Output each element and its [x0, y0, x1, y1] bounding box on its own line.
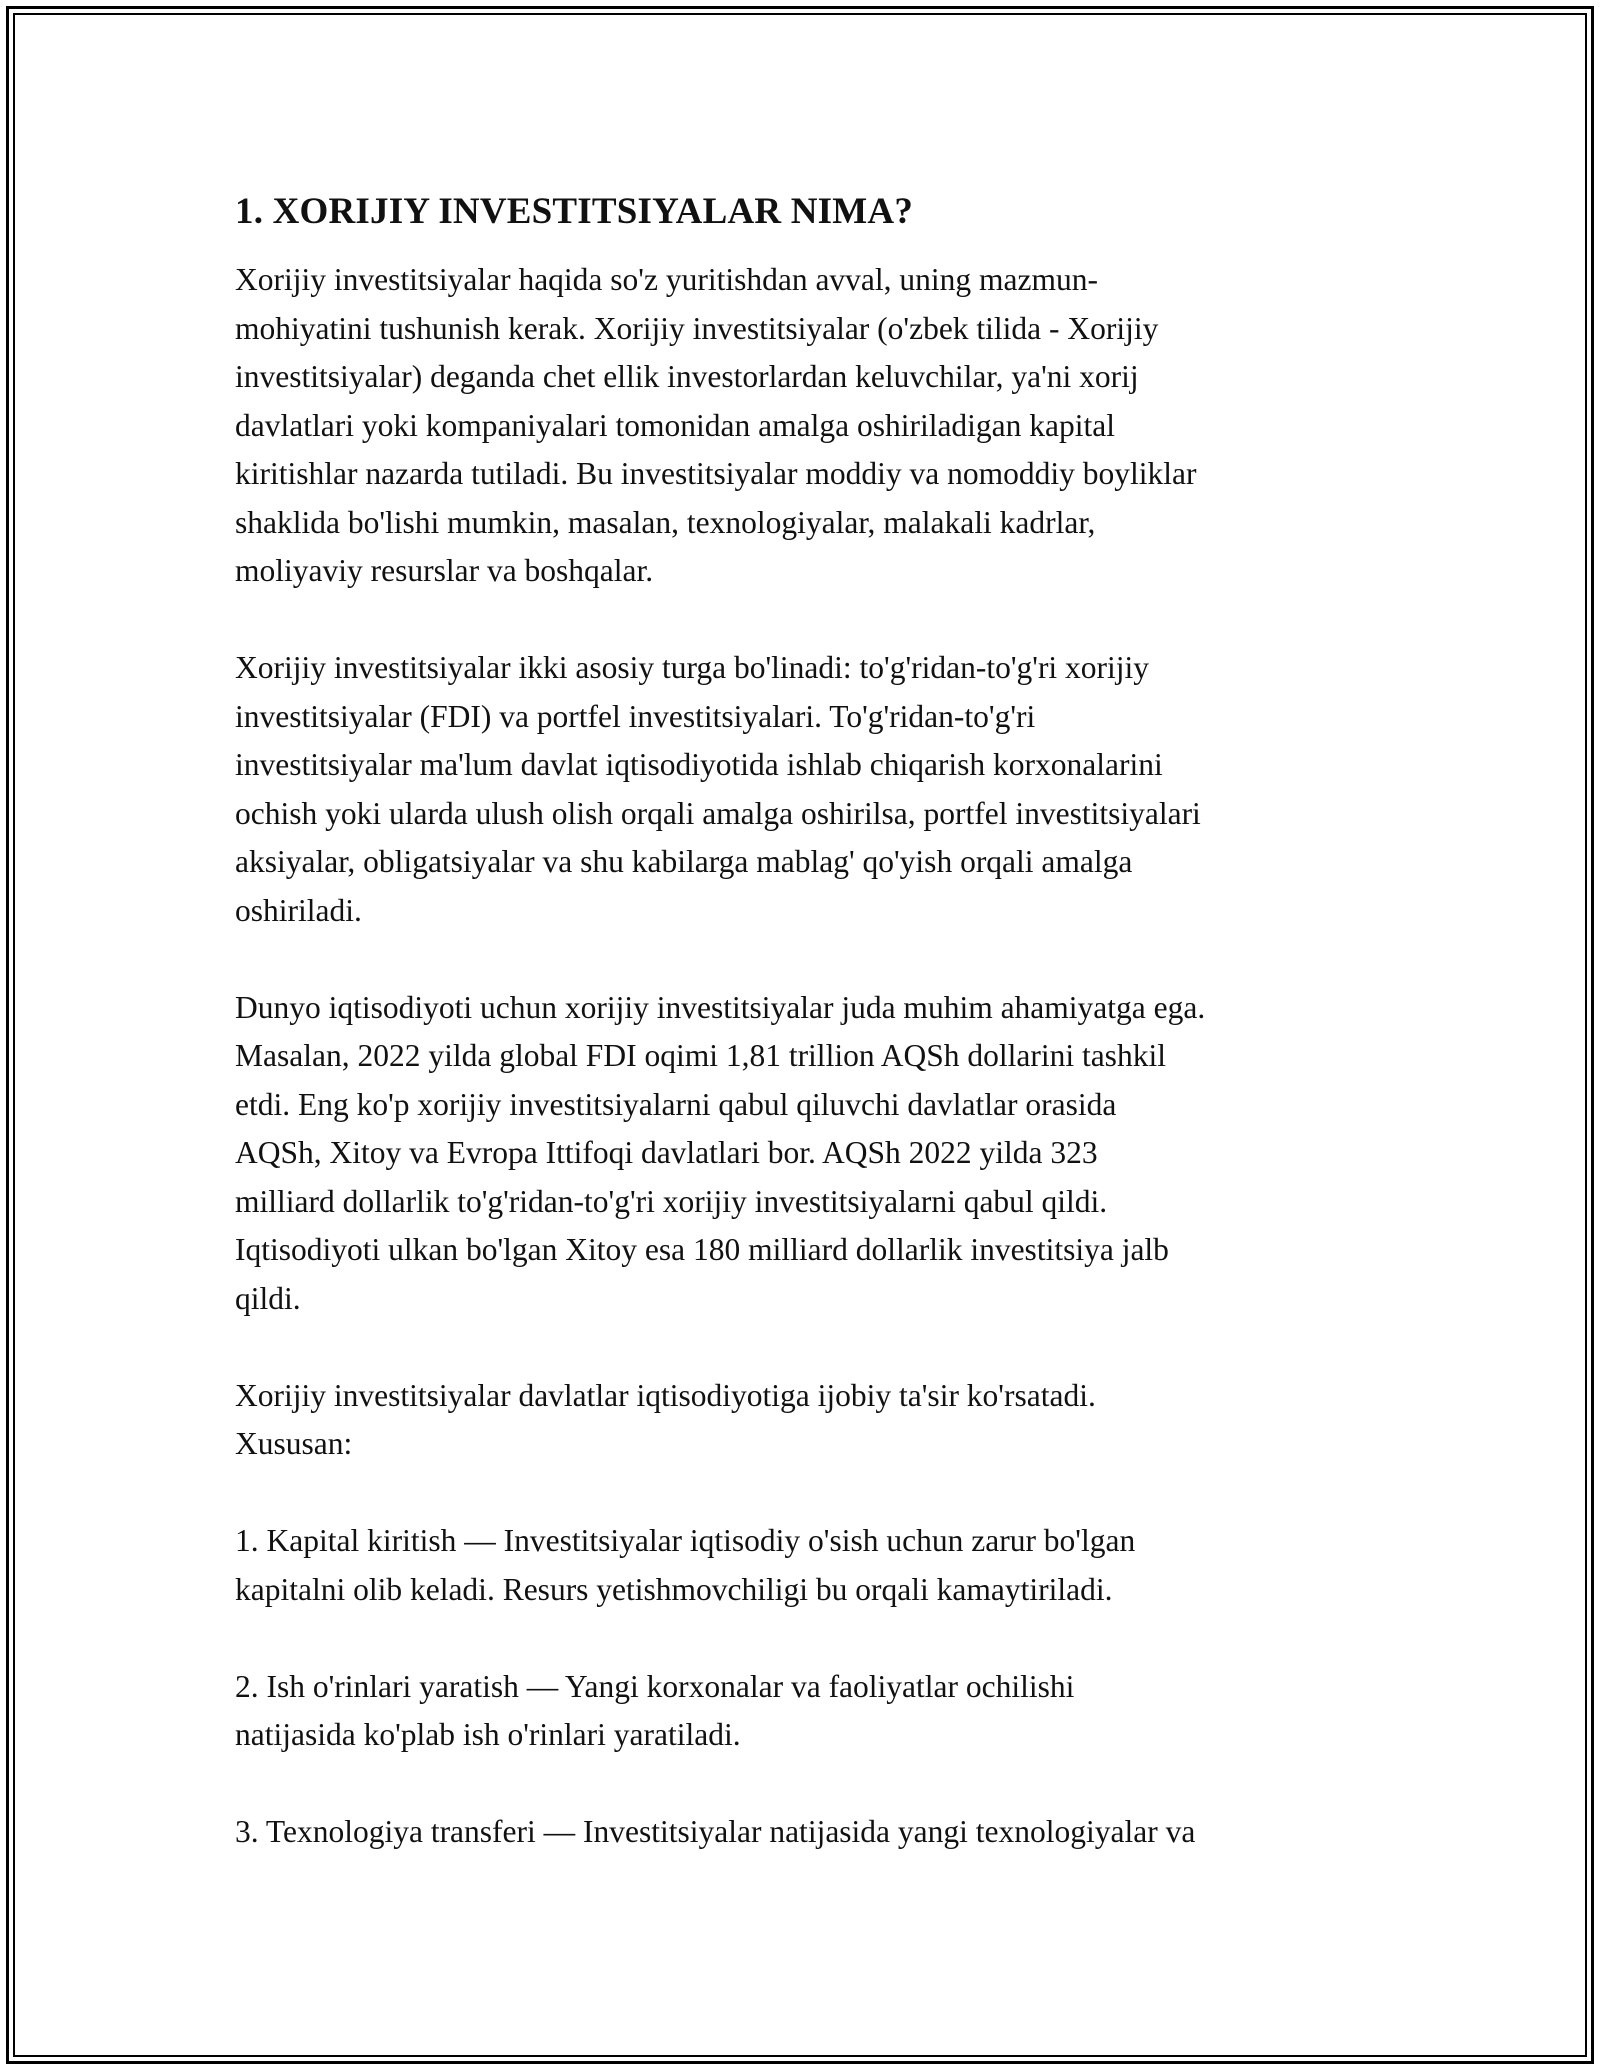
text-line: mohiyatini tushunish kerak. Xorijiy investitsiyalar (o'zbek tilida - Xorijiy: [235, 310, 1159, 346]
list-item-capital: [235, 1517, 1375, 1614]
text-line: investitsiyalar (FDI) va portfel investitsiyalari. To'g'ridan-to'g'ri: [235, 698, 1036, 734]
text-line: moliyaviy resurslar va boshqalar.: [235, 553, 654, 588]
paragraph-definition: [235, 256, 1375, 596]
text-line: kiritishlar nazarda tutiladi. Bu investitsiyalar moddiy va nomoddiy boyliklar: [235, 456, 1197, 491]
text-line: natijasida ko'plab ish o'rinlari yaratiladi.: [235, 1717, 741, 1752]
text-line: investitsiyalar) deganda chet ellik investorlardan keluvchilar, ya'ni xorij: [235, 359, 1139, 394]
document-body: [235, 186, 1375, 1905]
paragraph-world-economy: [235, 984, 1375, 1324]
text-line: Xususan:: [235, 1426, 353, 1461]
text-line: Iqtisodiyoti ulkan bo'lgan Xitoy esa 180 milliard dollarlik investitsiya jalb: [235, 1232, 1169, 1267]
text-line: Masalan, 2022 yilda global FDI oqimi 1,81 trillion AQSh dollarini tashkil: [235, 1038, 1166, 1073]
text-line: aksiyalar, obligatsiyalar va shu kabilarga mablag' qo'yish orqali amalga: [235, 844, 1133, 879]
paragraph-positive-impact: [235, 1372, 1375, 1469]
text-line: 3. Texnologiya transferi — Investitsiyalar natijasida yangi texnologiyalar va: [235, 1814, 1196, 1849]
list-item-jobs: [235, 1663, 1375, 1760]
text-line: davlatlari yoki kompaniyalari tomonidan amalga oshiriladigan kapital: [235, 407, 1116, 443]
text-line: etdi. Eng ko'p xorijiy investitsiyalarni qabul qiluvchi davlatlar orasida: [235, 1086, 1117, 1122]
text-line: 1. Kapital kiritish — Investitsiyalar iqtisodiy o'sish uchun zarur bo'lgan: [235, 1523, 1136, 1558]
text-line: ochish yoki ularda ulush olish orqali amalga oshirilsa, portfel investitsiyalari: [235, 795, 1201, 831]
text-line: Xorijiy investitsiyalar haqida so'z yuritishdan avval, uning mazmun-: [235, 262, 1098, 297]
text-line: oshiriladi.: [235, 892, 362, 928]
text-line: Dunyo iqtisodiyoti uchun xorijiy investitsiyalar juda muhim ahamiyatga ega.: [235, 989, 1206, 1025]
list-item-technology: [235, 1808, 1375, 1857]
text-line: Xorijiy investitsiyalar davlatlar iqtisodiyotiga ijobiy ta'sir ko'rsatadi.: [235, 1377, 1096, 1413]
text-line: milliard dollarlik to'g'ridan-to'g'ri xorijiy investitsiyalarni qabul qildi.: [235, 1183, 1108, 1219]
text-line: AQSh, Xitoy va Evropa Ittifoqi davlatlari bor. AQSh 2022 yilda 323: [235, 1135, 1098, 1170]
text-line: investitsiyalar ma'lum davlat iqtisodiyotida ishlab chiqarish korxonalarini: [235, 747, 1163, 782]
text-line: 2. Ish o'rinlari yaratish — Yangi korxonalar va faoliyatlar ochilishi: [235, 1668, 1075, 1704]
text-line: qildi.: [235, 1280, 301, 1316]
section-heading: 1. XORIJIY INVESTITSIYALAR NIMA?: [235, 191, 914, 232]
paragraph-types: [235, 644, 1375, 935]
text-line: kapitalni olib keladi. Resurs yetishmovchiligi bu orqali kamaytiriladi.: [235, 1571, 1113, 1607]
text-line: Xorijiy investitsiyalar ikki asosiy turga bo'linadi: to'g'ridan-to'g'ri xorijiy: [235, 650, 1150, 685]
text-line: shaklida bo'lishi mumkin, masalan, texnologiyalar, malakali kadrlar,: [235, 504, 1096, 540]
